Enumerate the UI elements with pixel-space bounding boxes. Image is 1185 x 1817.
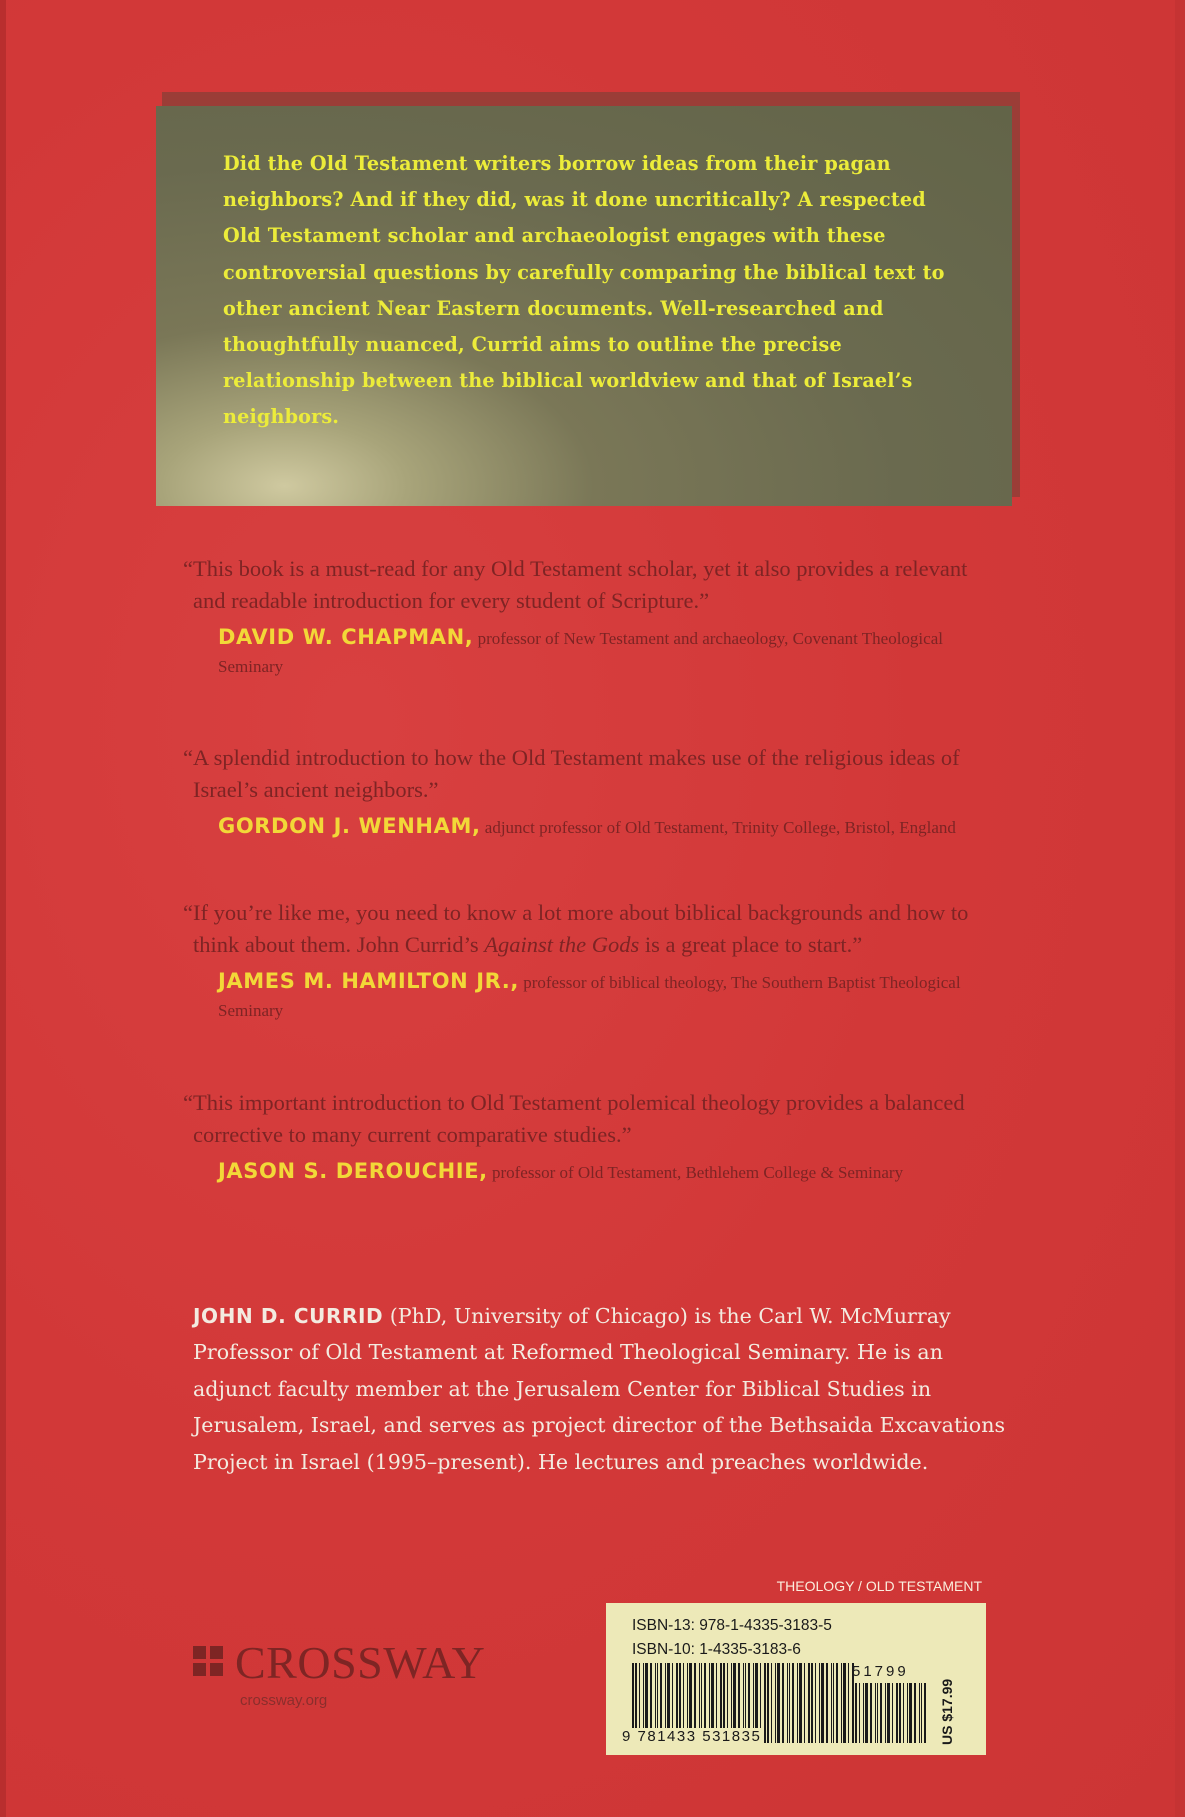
reviewer-name: JAMES M. HAMILTON JR., [218,969,519,993]
reviewer-title: adjunct professor of Old Testament, Trinity College, Bristol, England [484,818,956,837]
review-wenham [183,742,983,842]
book-title: Against the Gods [484,932,640,957]
bio-text: (PhD, University of Chicago) is the Carl W. McMurray Professor of Old Testament at Reformed Theological Seminary. He is an adjunct faculty member at the Jerusalem Center for Biblical Studies in Jerusalem, Israel, and serves as project director of the Bethsaida Excavations Project in Israel (1995–present). He lectures and preaches worldwide. [193,1304,1006,1474]
author-name: JOHN D. CURRID [193,1304,384,1328]
crossway-mark-icon [193,1646,225,1678]
cover-edge-right [1175,0,1185,1817]
barcode-box [606,1603,986,1755]
author-bio [193,1298,1013,1480]
isbn-13: ISBN-13: 978-1-4335-3183-5 [632,1617,832,1634]
review-chapman [183,553,983,681]
review-derouchie [183,1087,983,1187]
book-description: Did the Old Testament writers borrow ideas from their pagan neighbors? And if they did, was it done uncritically? A respected Old Testament scholar and archaeologist engages with these controversial questions by carefully comparing the biblical text to other ancient Near Eastern documents. Well-researched and thoughtfully nuanced, Currid aims to outline the precise relationship between the biblical worldview and that of Israel’s neighbors. [223,152,945,429]
reviewer-title: professor of Old Testament, Bethlehem College & Seminary [491,1163,904,1182]
cover-edge [0,0,6,1817]
review-quote [183,897,983,961]
reviewer-title: professor of New Testament and archaeology, Covenant Theological Seminary [218,629,943,676]
review-attribution [218,967,983,1025]
review-hamilton [183,897,983,1025]
quote-text: “If you’re like me, you need to know a lot more about biblical backgrounds and how to think about them. John Currid’s [183,900,969,957]
review-quote: “This book is a must-read for any Old Testament scholar, yet it also provides a relevant and readable introduction for every student of Scripture.” [183,556,968,613]
review-quote: “A splendid introduction to how the Old Testament makes use of the religious ideas of Israel’s ancient neighbors.” [183,745,960,802]
isbn-10: ISBN-10: 1-4335-3183-6 [632,1641,801,1658]
reviewer-title: professor of biblical theology, The Southern Baptist Theological Seminary [218,973,961,1020]
review-quote: “This important introduction to Old Testament polemical theology provides a balanced corrective to many current comparative studies.” [183,1090,965,1147]
reviewer-name: GORDON J. WENHAM, [218,814,481,838]
barcode-digits: 9 781433 531835 [622,1728,762,1745]
reviewer-name: DAVID W. CHAPMAN, [218,625,474,649]
review-attribution [218,812,983,842]
publisher-name: CROSSWAY [235,1637,486,1688]
barcode-addon-digits: 51799 [852,1663,909,1680]
category-label: THEOLOGY / OLD TESTAMENT [776,1578,982,1594]
reviewer-name: JASON S. DEROUCHIE, [218,1159,488,1183]
quote-text: is a great place to start.” [644,932,863,957]
publisher-url: crossway.org [240,1692,328,1709]
addon-barcode-icon [850,1683,932,1743]
review-attribution [218,1157,983,1187]
review-attribution [218,623,983,681]
price-label: US $17.99 [939,1678,955,1745]
